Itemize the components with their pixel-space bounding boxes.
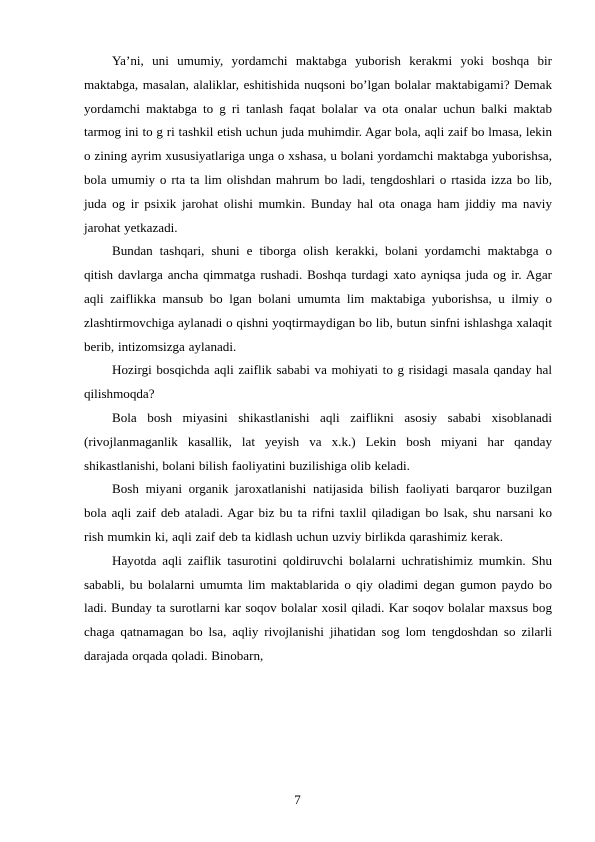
paragraph-5: Bosh miyani organik jaroxatlanishi natijasida bilish faoliyati barqaror buzilgan bola aqli zaif deb ataladi. Agar biz bu ta rifni taxlil qiladigan bo lsak, shu narsani ko rish mumkin ki, aqli zaif deb ta kidlash uchun uzviy birlikda qarashimiz kerak. [84, 481, 552, 544]
paragraph-4: Bola bosh miyasini shikastlanishi aqli zaiflikni asosiy sababi xisoblanadi (rivojlanmaganlik kasallik, lat yeyish va x.k.) Lekin bosh miyani har qanday shikastlanishi, bolani bilish faoliyatini buzilishiga olib keladi. [84, 409, 552, 473]
paragraph-6: Hayotda aqli zaiflik tasurotini qoldiruvchi bolalarni uchratishimiz mumkin. Shu sababli, bu bolalarni umumta lim maktablarida o qiy oladimi degan gumon paydo bo ladi. Bunday ta surotlarni kar soqov bolalar xosil qiladi. Kar soqov bolalar maxsus bog chaga qatnamagan bo lsa, aqliy rivojlanishi jihatidan sog lom tengdoshdan so zilarli darajada orqada qoladi. Binobarn, [84, 552, 552, 663]
page-number: 7 [294, 792, 301, 807]
body-text [84, 49, 552, 668]
paragraph-1: Ya’ni, uni umumiy, yordamchi maktabga yuborish kerakmi yoki boshqa bir maktabga, masalan, alaliklar, eshitishida nuqsoni bo’lgan bolalar maktabigami? Demak yordamchi maktabga to g ri tanlash faqat bolalar va ota onalar uchun balki maktab tarmog ini to g ri tashkil etish uchun juda muhimdir. Agar bola, aqli zaif bo lmasa, lekin o zining ayrim xususiyatlariga unga o xshasa, u bolani yordamchi maktabga yuborishsa, bola umumiy o rta ta lim olishdan mahrum bo ladi, tengdoshlari o rtasida izza bo lib, juda og ir psixik jarohat olishi mumkin. Bunday hal ota onaga ham jiddiy ma naviy jarohat yetkazadi. [84, 53, 553, 235]
paragraph-2: Bundan tashqari, shuni e tiborga olish kerakki, bolani yordamchi maktabga o qitish davlarga ancha qimmatga rushadi. Boshqa turdagi xato ayniqsa juda og ir. Agar aqli zaiflikka mansub bo lgan bolani umumta lim maktabiga yuborishsa, u ilmiy o zlashtirmovchiga aylanadi o qishni yoqtirmaydigan bo lib, butun sinfni ishlashga xalaqit berib, intizomsizga aylanadi. [84, 243, 552, 354]
paragraph-3: Hozirgi bosqichda aqli zaiflik sababi va mohiyati to g risidagi masala qanday hal qilishmoqda? [84, 362, 552, 402]
